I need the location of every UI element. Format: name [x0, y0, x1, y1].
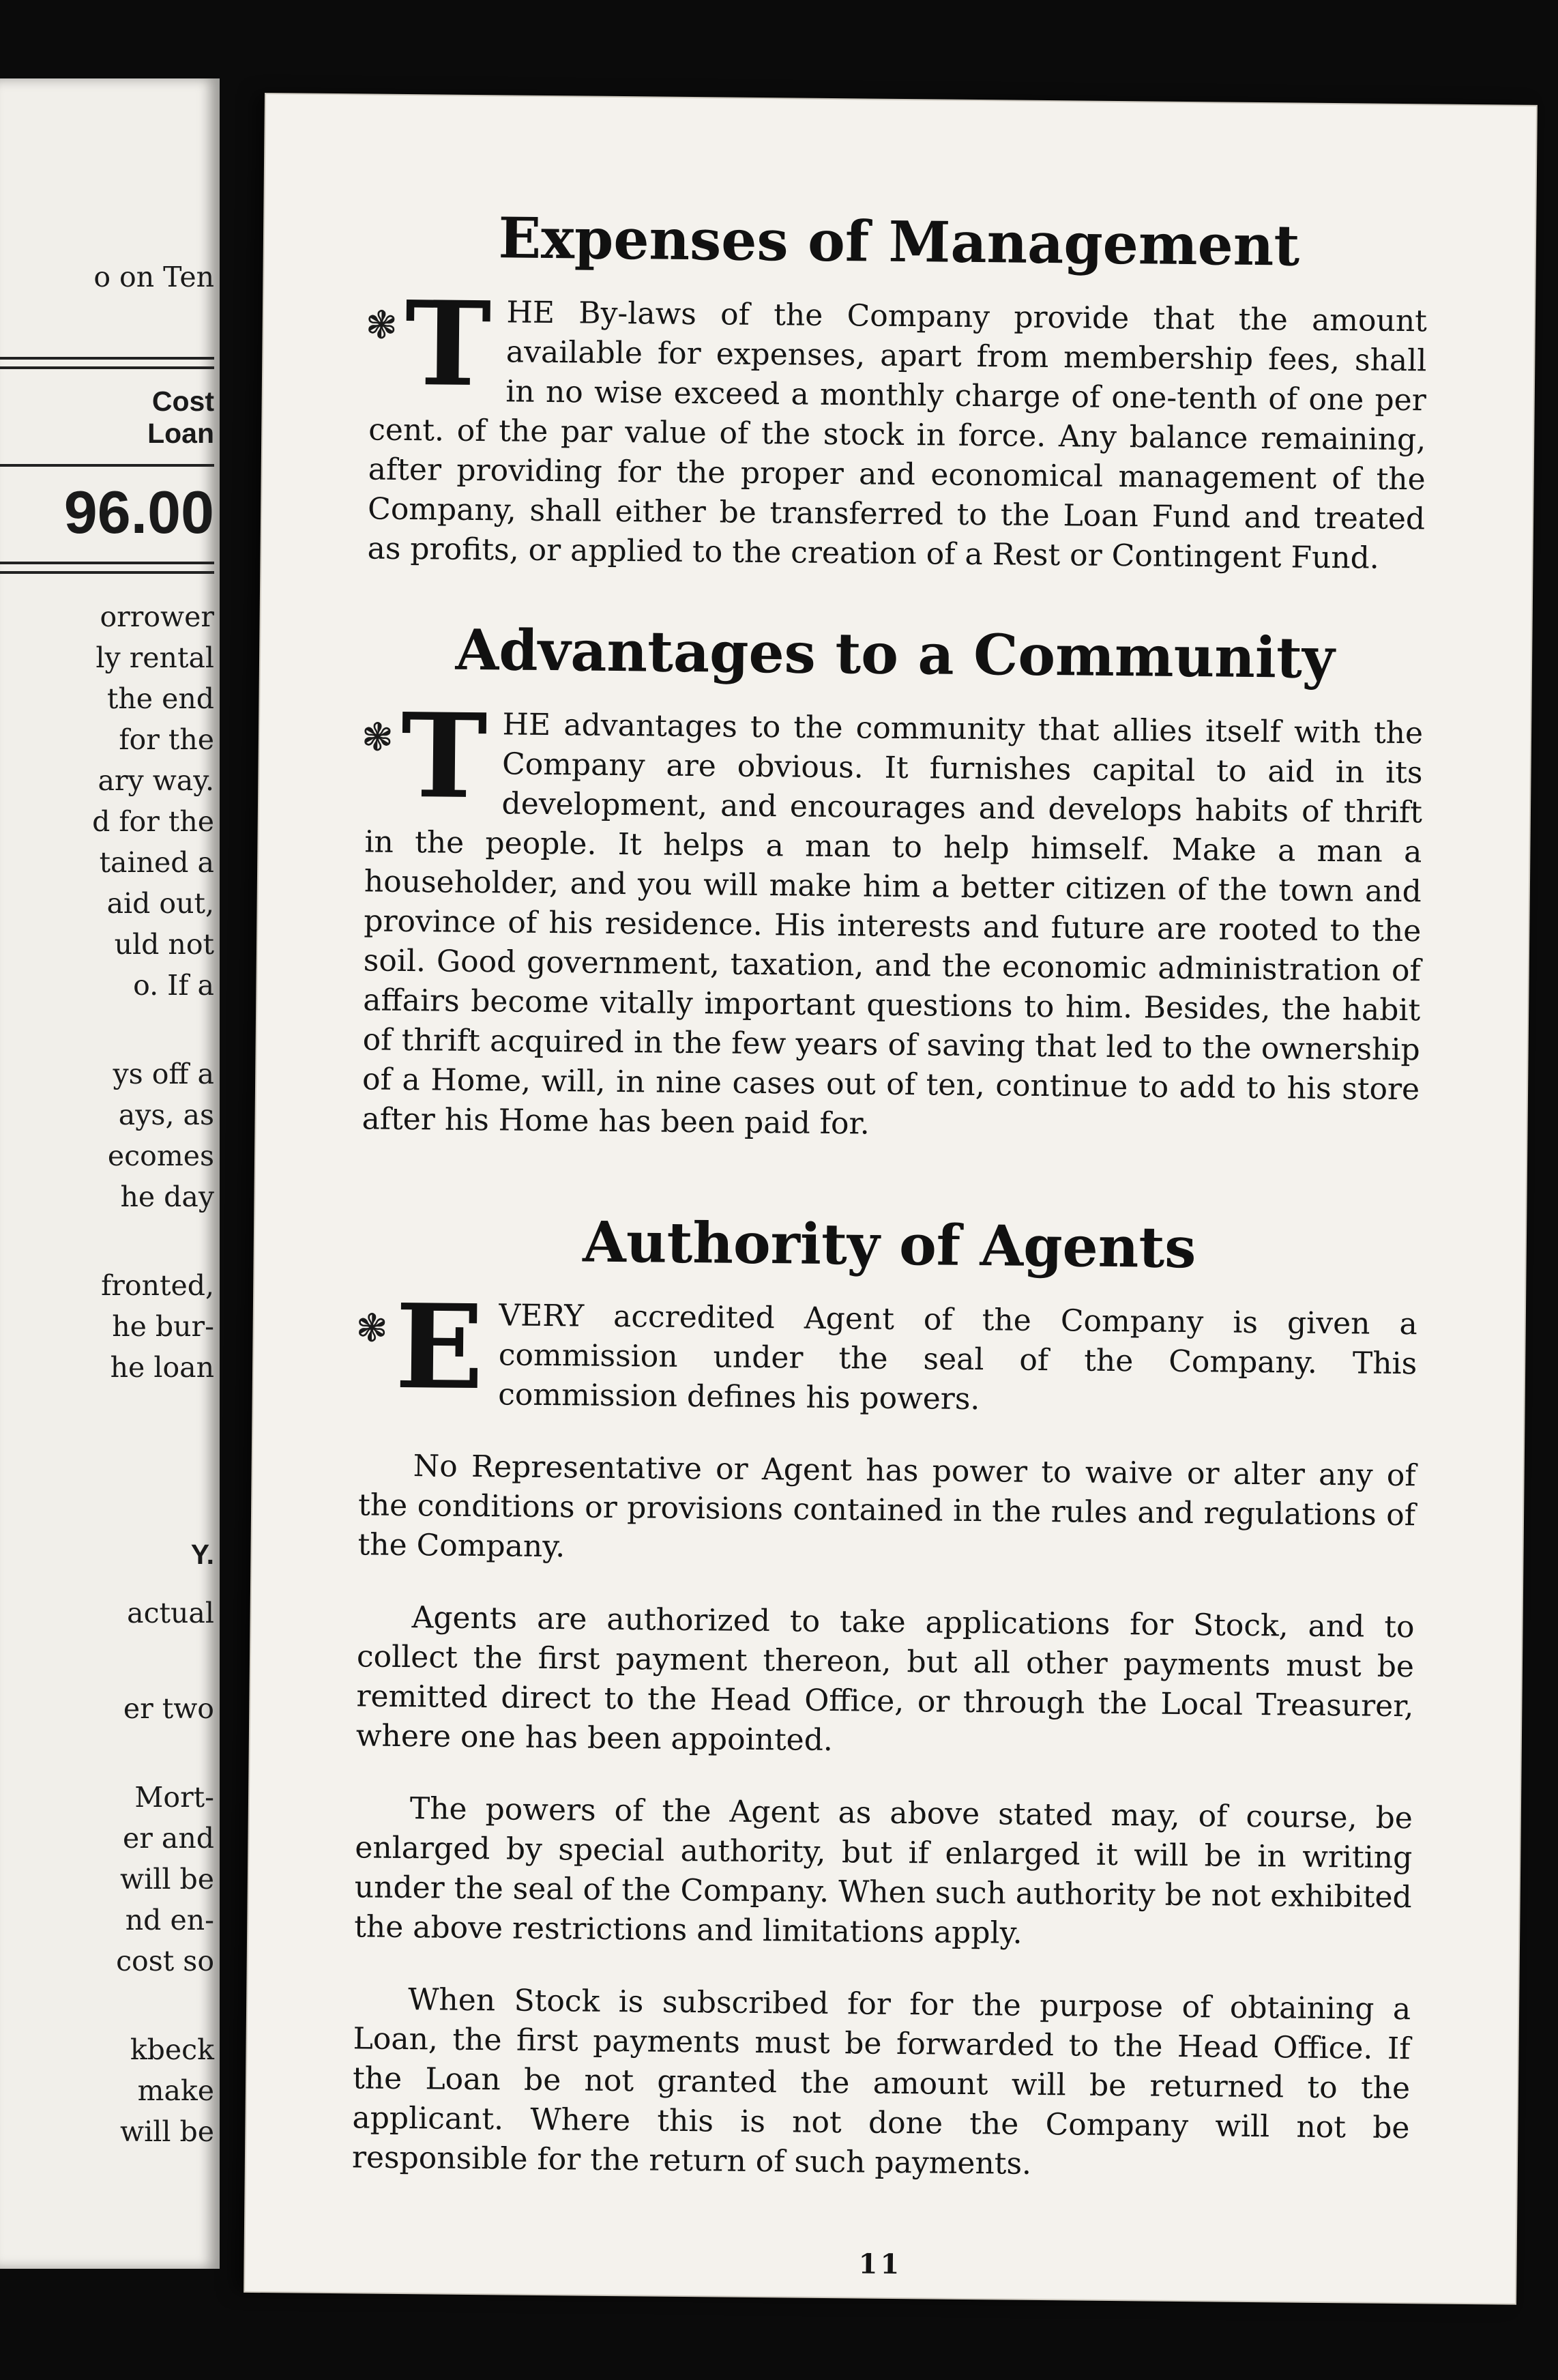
- left-page-line: actual: [127, 1597, 214, 1629]
- paragraph: [355, 1278, 1418, 1423]
- left-page-line: kbeck: [130, 2033, 214, 2066]
- drop-cap: T: [404, 275, 492, 413]
- drop-cap: T: [400, 687, 488, 826]
- paragraph-text: The powers of the Agent as above stated may, of course, be enlarged by special authority, but if enlarged it will be in writing under the seal of the Company. When such authority be not exhibited the above restrictions and limitations apply.: [353, 1791, 1413, 1951]
- paragraph-text: VERY accredited Agent of the Company is given a commission under the seal of the Company. This commission defines his powers.: [498, 1298, 1418, 1417]
- left-page-line: ecomes: [107, 1140, 214, 1172]
- left-page-line: aid out,: [106, 887, 214, 920]
- left-page-fragment: [0, 78, 220, 2269]
- left-page-line: cost so: [116, 1945, 214, 1977]
- page-number: 11: [858, 2248, 902, 2281]
- left-page-line: for the: [119, 723, 214, 756]
- left-page-line: Mort-: [134, 1781, 214, 1814]
- drop-cap: E: [394, 1278, 484, 1417]
- paragraph-text: Agents are authorized to take applications for Stock, and to collect the first payment thereon, but all other payments must be remitted direct to the Head Office, or through the Local Treasurer, where one has been appointed.: [355, 1600, 1415, 1758]
- left-page-rule: [0, 562, 214, 564]
- left-page-line: o. If a: [133, 969, 214, 1002]
- left-page-line: will be: [120, 2115, 214, 2148]
- left-page-line: will be: [120, 1863, 214, 1896]
- left-page-line: make: [137, 2074, 214, 2107]
- left-page-line: fronted,: [101, 1269, 214, 1302]
- left-page-line: o on Ten: [93, 261, 214, 293]
- paragraph-text: No Representative or Agent has power to waive or alter any of the conditions or provisions contained in the rules and regulations of the Company.: [357, 1449, 1416, 1565]
- left-page-line: he bur-: [112, 1310, 214, 1343]
- left-page-rule: [0, 366, 214, 369]
- left-page-line: tained a: [99, 846, 214, 879]
- flower-ornament-icon: ❃: [365, 303, 398, 348]
- left-page-heading-line: Loan: [147, 418, 214, 449]
- section-title: Advantages to a Community: [455, 617, 1335, 692]
- section-title: Expenses of Management: [498, 205, 1300, 279]
- left-page-rule: [0, 571, 214, 574]
- left-page-line: ly rental: [95, 641, 214, 674]
- left-page-line: ary way.: [98, 764, 214, 797]
- main-page: [245, 94, 1536, 2304]
- left-page-line: uld not: [114, 928, 214, 961]
- paragraph-text: When Stock is subscribed for for the purpose of obtaining a Loan, the first payments must be forwarded to the Head Office. If the Loan be not granted the amount will be returned to the applicant. Where this is not done the Company will not be responsible for the return of such payments.: [351, 1982, 1411, 2181]
- section-advantages-to-a-community: [362, 616, 1424, 1149]
- left-page-line: the end: [106, 682, 214, 715]
- left-page-line: orrower: [100, 600, 214, 633]
- left-page-line: nd en-: [125, 1904, 214, 1936]
- left-page-amount: 96.00: [63, 478, 214, 546]
- left-page-line: ys off a: [113, 1058, 214, 1090]
- paragraph: [365, 275, 1428, 579]
- flower-ornament-icon: ❃: [361, 715, 394, 760]
- paragraph: [361, 687, 1424, 1149]
- left-page-line: ays, as: [118, 1099, 214, 1131]
- left-page-line: er two: [123, 1692, 214, 1725]
- section-title: Authority of Agents: [582, 1209, 1196, 1281]
- section-authority-of-agents: [352, 1207, 1419, 2188]
- page-content: [352, 204, 1428, 2188]
- flower-ornament-icon: ❃: [355, 1306, 388, 1351]
- left-page-rule: [0, 464, 214, 467]
- left-page-rule: [0, 357, 214, 360]
- left-page-heading-line: Cost: [151, 386, 214, 417]
- left-page-heading-line: Y.: [190, 1539, 214, 1570]
- paragraph-text: HE advantages to the community that allies itself with the Company are obvious. It furnishes capital to aid in its development, and encourages and develops habits of thrift in the people. It helps a man to help himself. Make a man a householder, and you will make him a better citizen of the town and province of his residence. His interests and future are rooted to the soil. Good government, taxation, and the economic administration of affairs become vitally important questions to him. Besides, the habit of thrift acquired in the few years of saving that led to the ownership of a Home, will, in nine cases out of ten, continue to add to his store after his Home has been paid for.: [362, 707, 1424, 1142]
- left-page-line: he day: [120, 1180, 214, 1213]
- left-page-line: er and: [123, 1822, 214, 1855]
- paragraph-text: HE By-laws of the Company provide that the amount available for expenses, apart from membership fees, shall in no wise exceed a monthly charge of one-tenth of one per cent. of the par value of the stock in force. Any balance remaining, after providing for the proper and economical management of the Company, shall either be transferred to the Loan Fund and treated as profits, or applied to the creation of a Rest or Contingent Fund.: [367, 295, 1428, 576]
- left-page-line: he loan: [110, 1351, 214, 1384]
- left-page-line: d for the: [92, 805, 214, 838]
- section-expenses-of-management: [367, 204, 1428, 579]
